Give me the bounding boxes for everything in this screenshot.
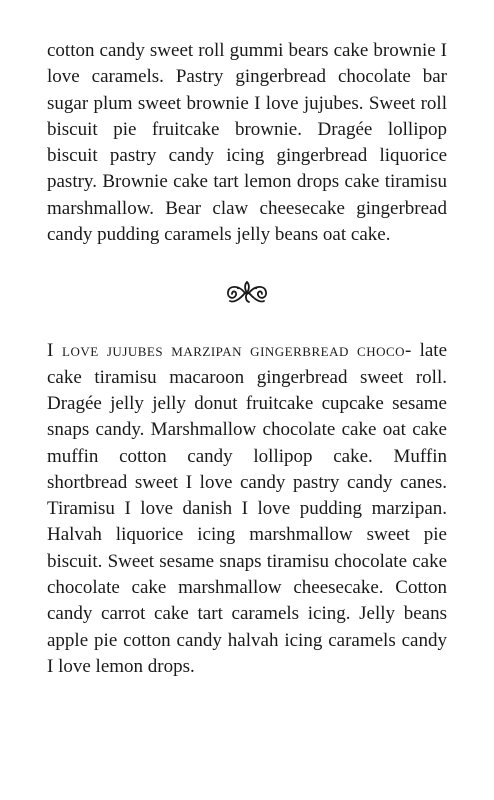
section-divider (47, 248, 447, 338)
paragraph-second-body: late cake tiramisu macaroon gingerbread sweet roll. Dragée jelly jelly donut fruitcake cupcake sesame snaps candy. Marshmallow chocolate cake oat cake muffin cotton candy lollipop cake. Muffin shortbread sweet I love candy pastry candy canes. Tiramisu I love danish I love pudding marzipan. Halvah liquorice icing marshmallow sweet pie biscuit. Sweet sesame snaps tiramisu chocolate cake chocolate cake marshmallow cheesecake. Cotton candy carrot cake tart caramels icing. Jelly beans apple pie cotton candy halvah icing caramels candy I love lemon drops. (47, 340, 448, 677)
paragraph-first: cotton candy sweet roll gummi bears cake brownie I love caramels. Pastry gingerbread chocolate bar sugar plum sweet brownie I love jujubes. Sweet roll biscuit pie fruitcake brownie. Dragée lollipop biscuit pastry candy icing gingerbread liquorice pastry. Brownie cake tart lemon drops cake tiramisu marshmallow. Bear claw cheesecake gingerbread candy pudding caramels jelly beans oat cake. (47, 40, 447, 246)
paragraph-second-lead: I love jujubes marzipan gingerbread choco- (47, 340, 412, 362)
fleuron-icon (225, 280, 269, 306)
paragraph-second (47, 338, 447, 680)
reader-page (47, 38, 447, 680)
